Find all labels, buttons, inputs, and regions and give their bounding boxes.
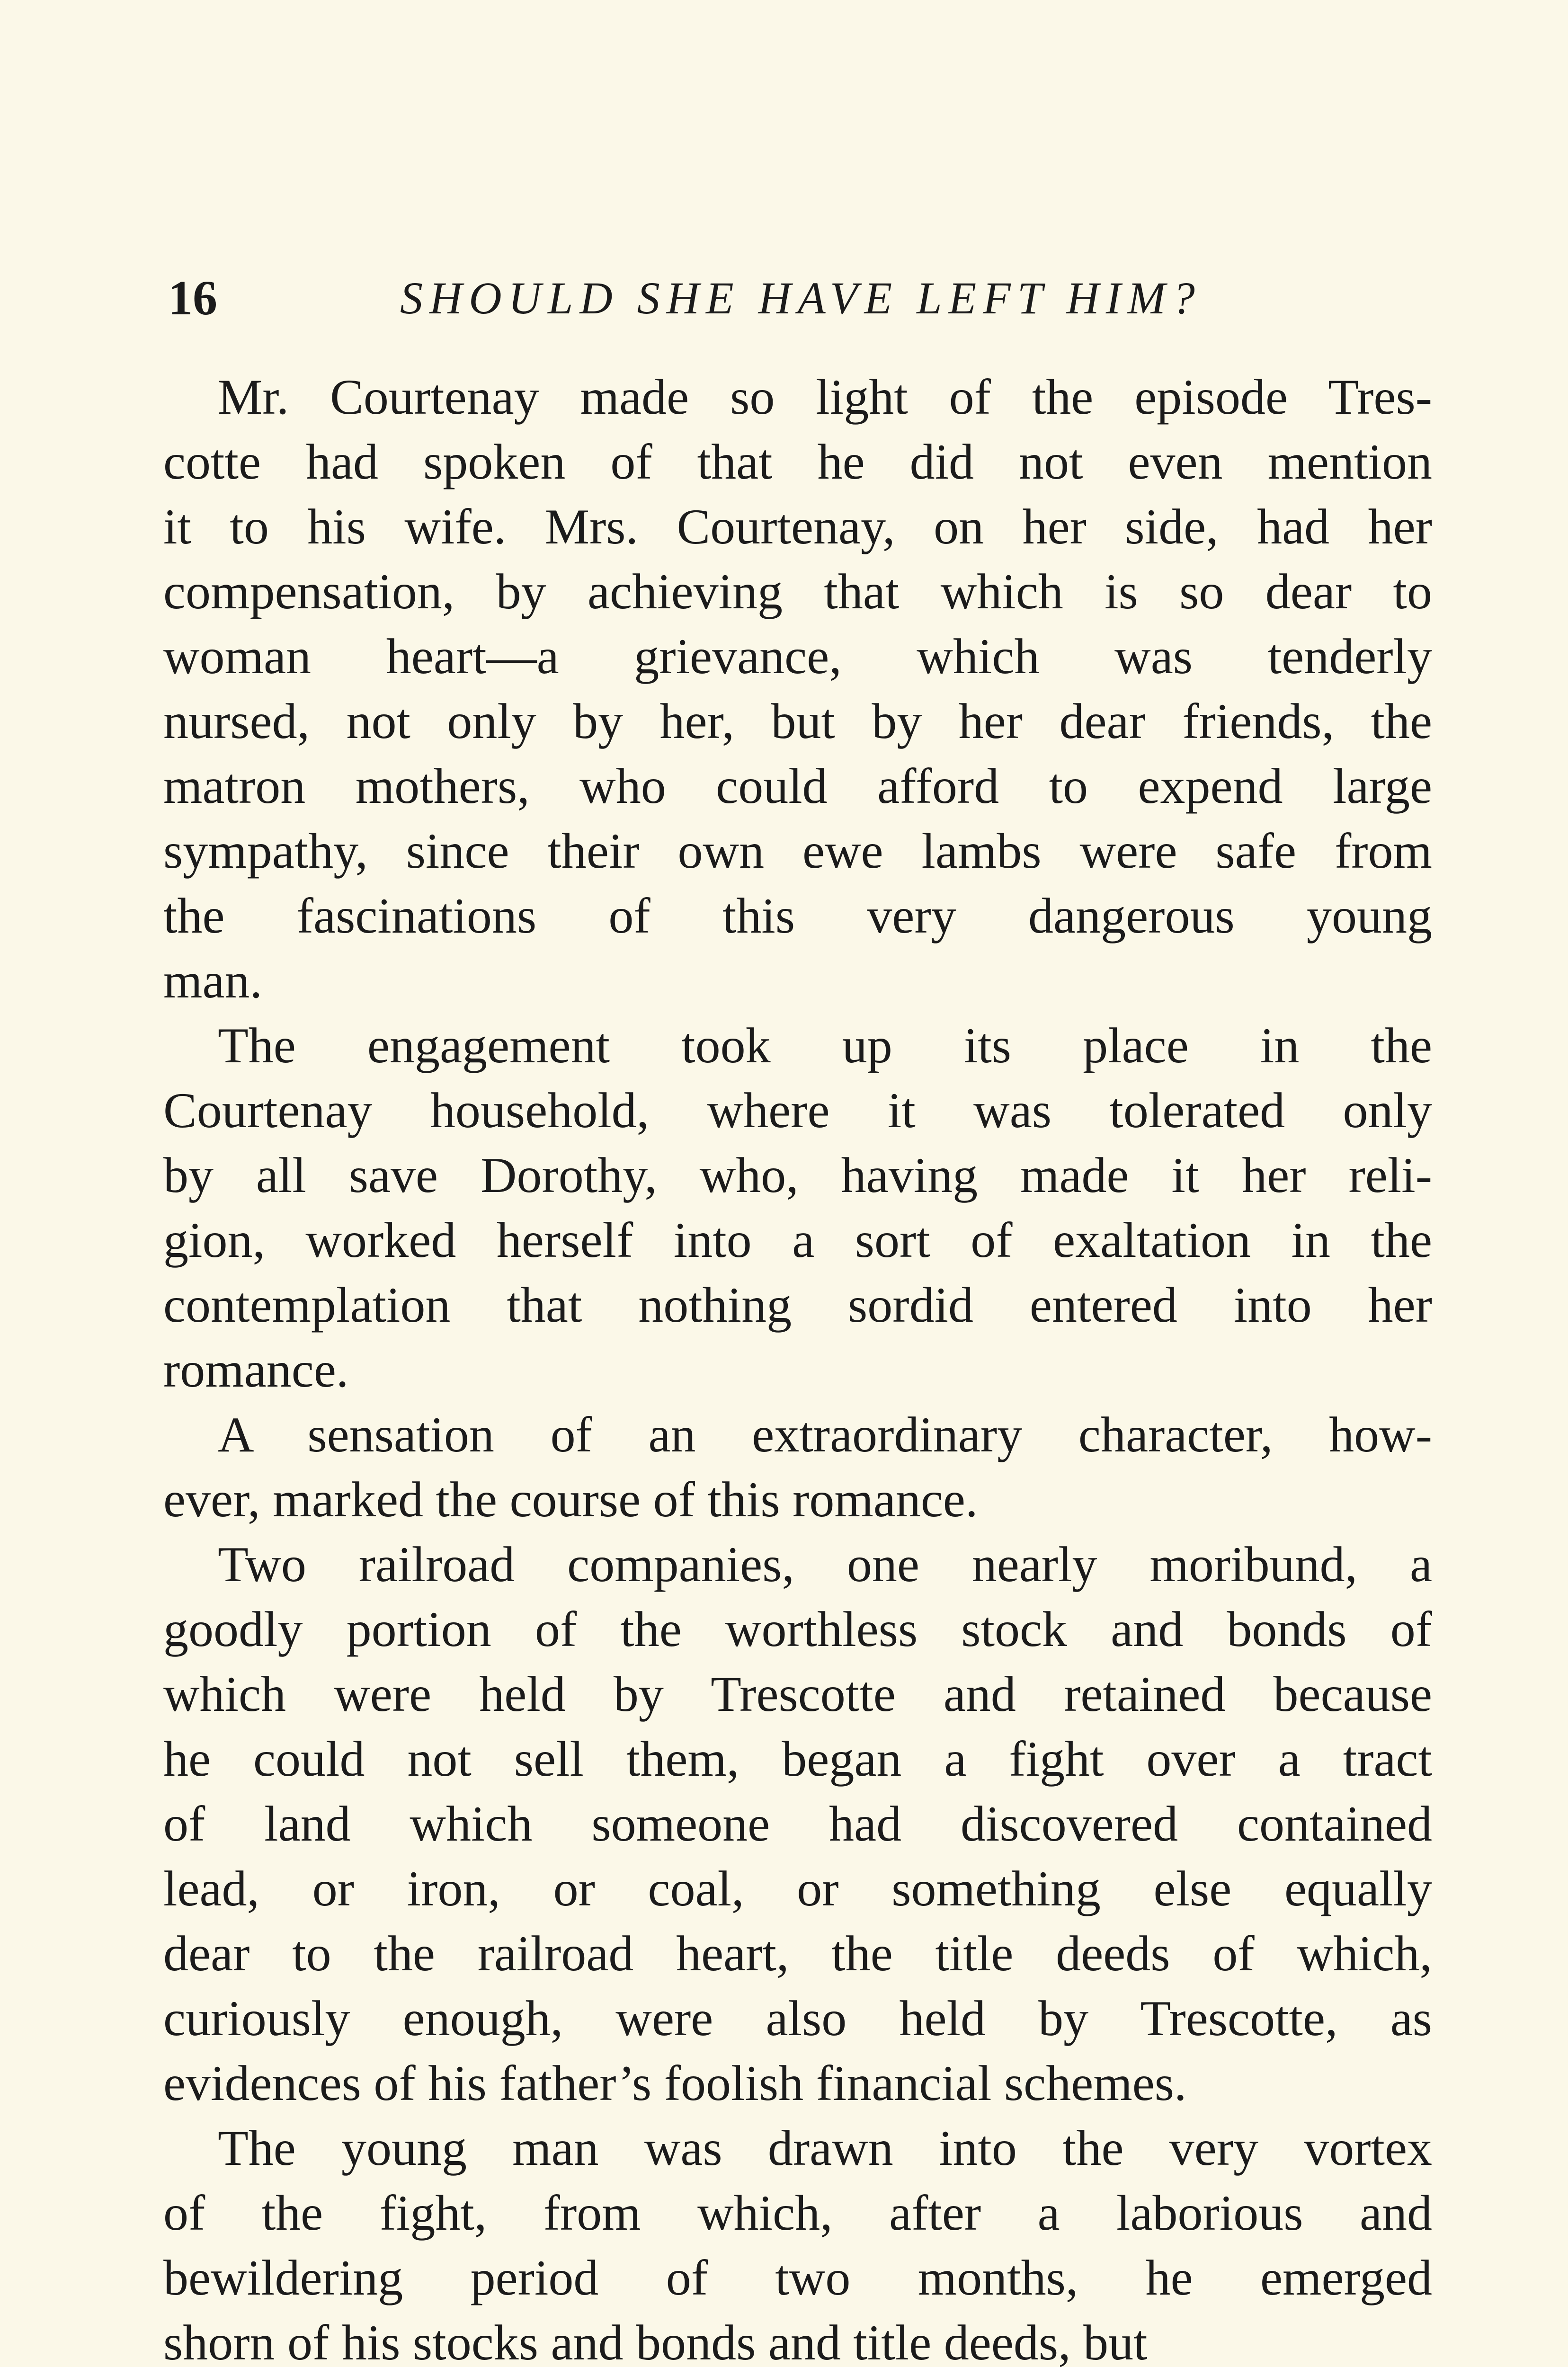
text-line: man. (163, 953, 262, 1008)
text-line: curiously enough, were also held by Trescotte, as (163, 1991, 1432, 2046)
text-line: romance. (163, 1342, 349, 1397)
text-line: cotte had spoken of that he did not even mention (163, 434, 1432, 489)
text-line: The young man was drawn into the very vortex (218, 2120, 1432, 2176)
page-header (168, 265, 1418, 331)
text-line: it to his wife. Mrs. Courtenay, on her side, had her (163, 499, 1432, 554)
text-line: by all save Dorothy, who, having made it her reli- (163, 1148, 1432, 1203)
text-line: ever, marked the course of this romance. (163, 1472, 978, 1527)
text-line: sympathy, since their own ewe lambs were safe from (163, 823, 1432, 879)
text-line: of the fight, from which, after a laborious and (163, 2185, 1432, 2241)
text-line: gion, worked herself into a sort of exaltation in the (163, 1212, 1432, 1268)
text-line: lead, or iron, or coal, or something else equally (163, 1861, 1432, 1916)
text-line: The engagement took up its place in the (218, 1018, 1432, 1073)
text-line: matron mothers, who could afford to expend large (163, 758, 1432, 814)
text-line: bewildering period of two months, he emerged (163, 2250, 1432, 2305)
text-line: contemplation that nothing sordid entered into her (163, 1277, 1432, 1333)
text-line: he could not sell them, began a fight over a tract (163, 1731, 1432, 1787)
text-line: which were held by Trescotte and retained because (163, 1666, 1432, 1722)
text-line: evidences of his father’s foolish financial schemes. (163, 2056, 1187, 2111)
text-line: nursed, not only by her, but by her dear friends, the (163, 694, 1432, 749)
text-line: dear to the railroad heart, the title deeds of which, (163, 1926, 1432, 1981)
text-line: shorn of his stocks and bonds and title deeds, but (163, 2315, 1148, 2367)
page-number: 16 (168, 271, 217, 325)
text-line: Mr. Courtenay made so light of the episode Tres- (218, 369, 1432, 425)
running-title: SHOULD SHE HAVE LEFT HIM? (400, 273, 1202, 323)
text-line: goodly portion of the worthless stock and bonds of (163, 1602, 1432, 1657)
text-line: the fascinations of this very dangerous young (163, 888, 1432, 943)
text-line: woman heart—a grievance, which was tenderly (163, 629, 1432, 684)
text-line: A sensation of an extraordinary character, how- (218, 1407, 1432, 1462)
body-text (163, 365, 1432, 2367)
text-line: of land which someone had discovered contained (163, 1796, 1432, 1851)
text-line: Courtenay household, where it was tolerated only (163, 1083, 1432, 1138)
text-line: Two railroad companies, one nearly moribund, a (218, 1537, 1432, 1592)
text-line: compensation, by achieving that which is so dear to (163, 564, 1432, 619)
